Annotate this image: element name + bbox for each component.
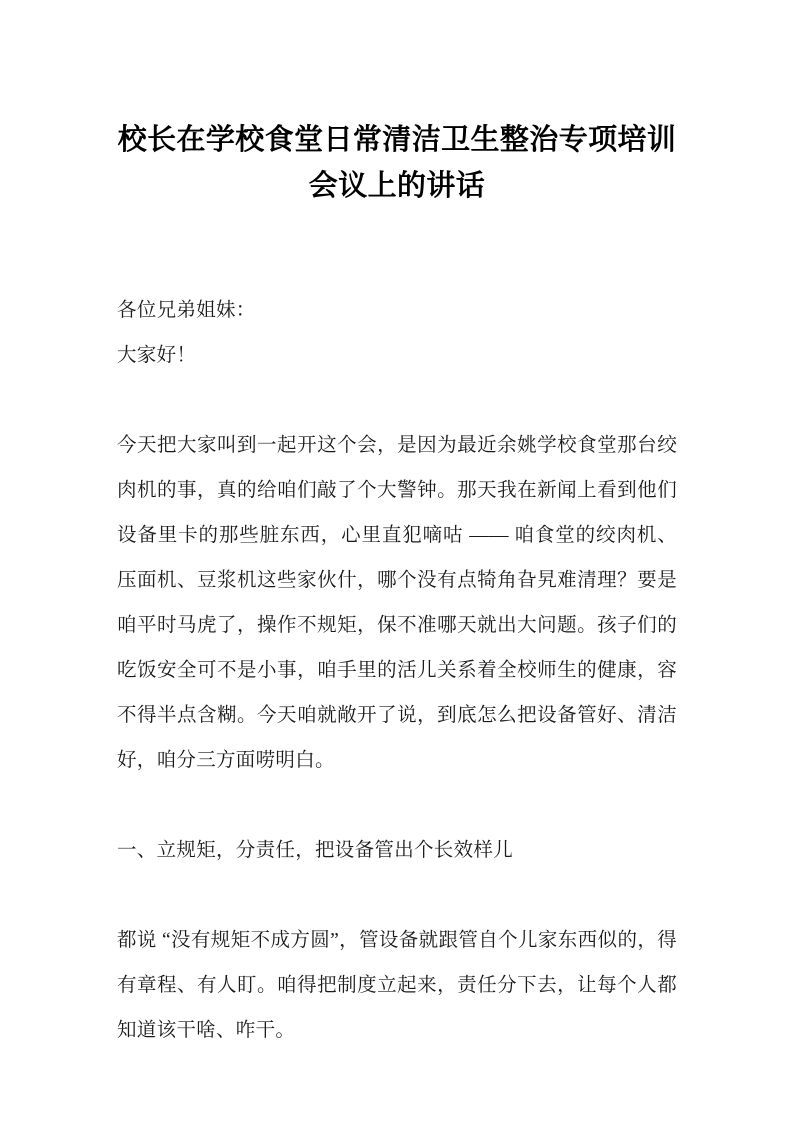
- section-body-1: 都说 “没有规矩不成方圆”，管设备就跟管自个儿家东西似的，得有章程、有人盯。咱得把制度立起来，责任分下去，让每个人都知道该干啥、咋干。: [117, 930, 677, 1041]
- intro-paragraph-block: [117, 423, 677, 783]
- salutation-block: [117, 288, 677, 378]
- salutation-address: 各位兄弟姐妹：: [117, 300, 256, 321]
- intro-paragraph: 今天把大家叫到一起开这个会，是因为最近余姚学校食堂那台绞肉机的事，真的给咱们敲了个大警钟。那天我在新闻上看到他们设备里卡的那些脏东西，心里直犯嘀咕 —— 咱食堂的绞肉机、压面机、豆浆机这些家伙什，哪个没有点犄角旮旯难清理？要是咱平时马虎了，操作不规矩，保不准哪天就出大问题。孩子们的吃饭安全可不是小事，咱手里的活儿关系着全校师生的健康，容不得半点含糊。今天咱就敞开了说，到底怎么把设备管好、清洁好，咱分三方面唠明白。: [117, 435, 677, 771]
- salutation-greeting: 大家好！: [117, 345, 197, 366]
- section-heading-1: 一、立规矩，分责任，把设备管出个长效样儿: [117, 840, 514, 861]
- section-body-block: [117, 918, 677, 1053]
- section-heading-block: [117, 828, 677, 873]
- page-title: 校长在学校食堂日常清洁卫生整治专项培训会议上的讲话: [117, 124, 677, 202]
- document-content: [117, 0, 677, 1053]
